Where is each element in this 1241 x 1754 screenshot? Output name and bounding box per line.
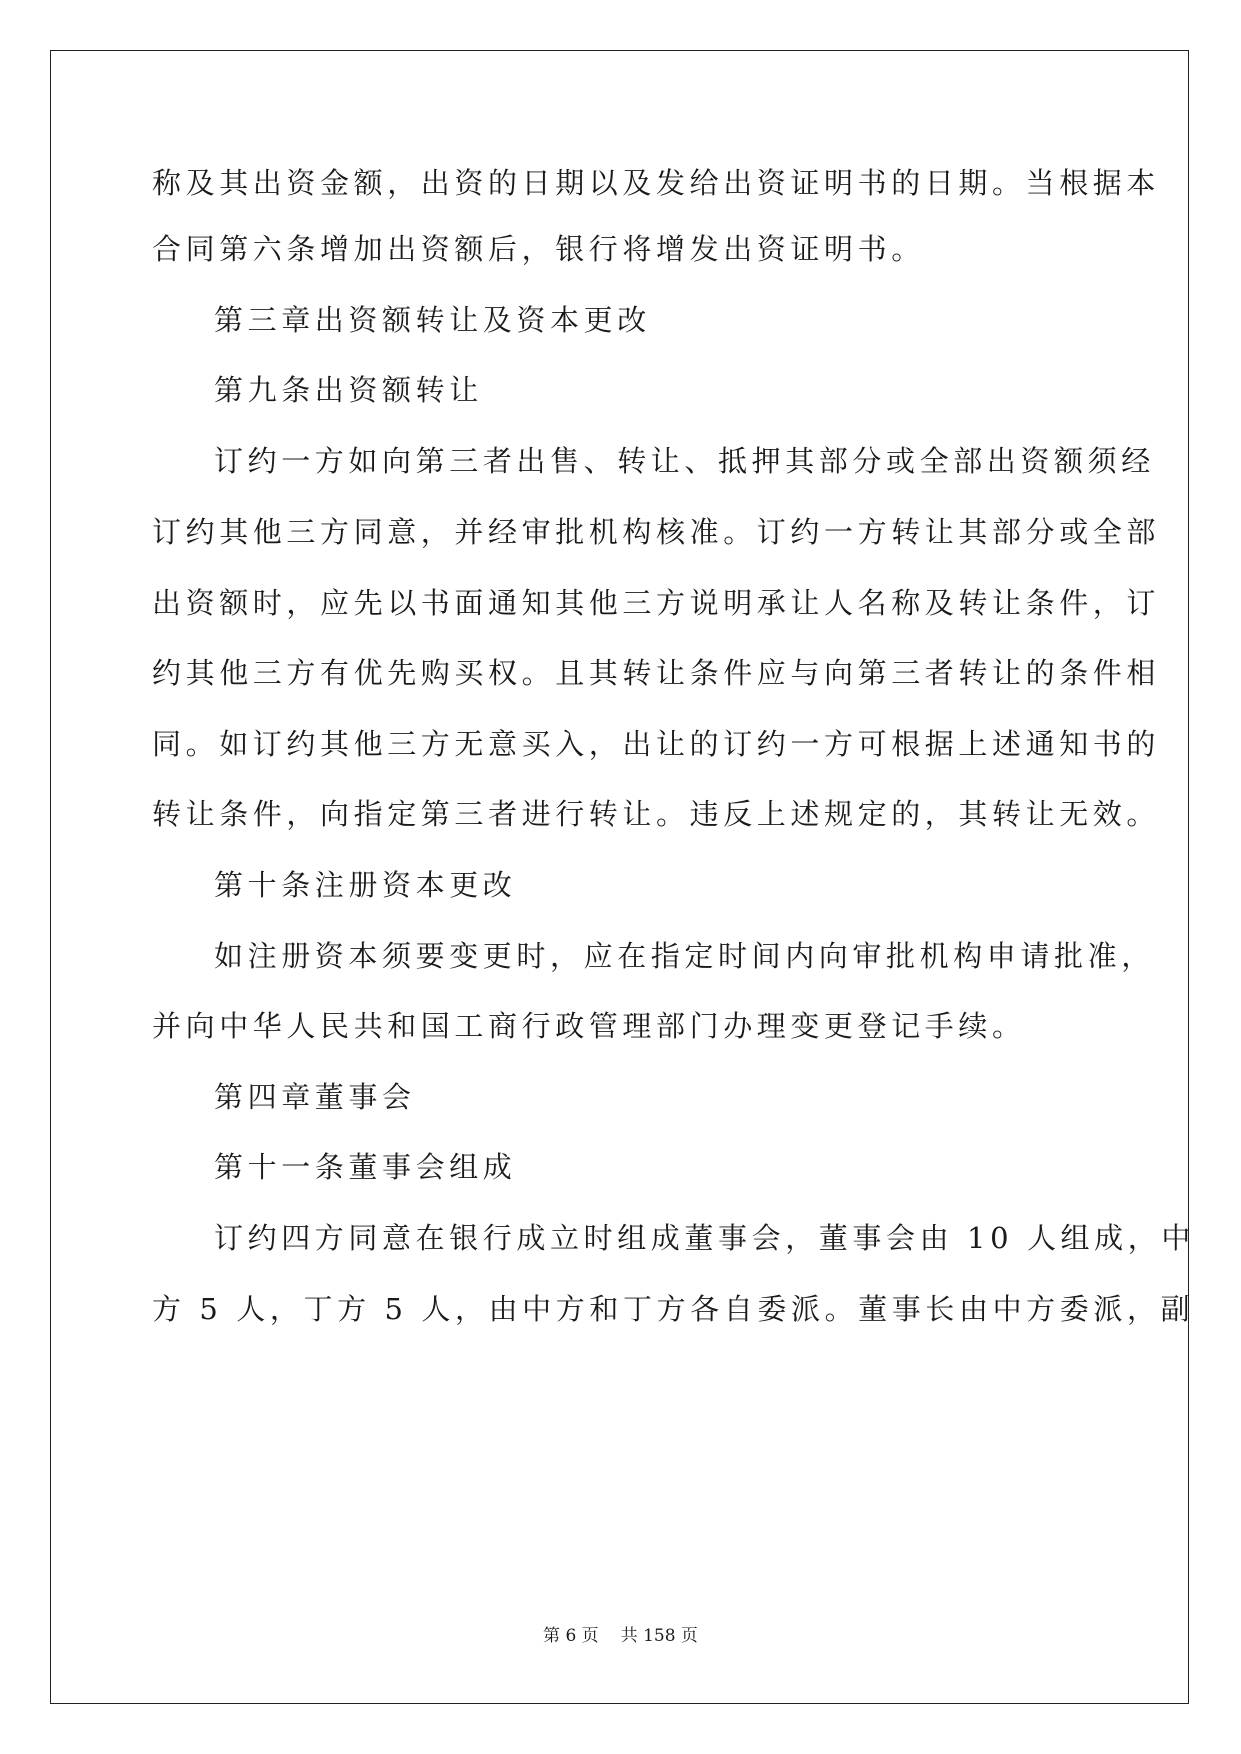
article-heading: 第十一条董事会组成 [214,1150,517,1184]
body-text-line: 方 5 人，丁方 5 人，由中方和丁方各自委派。董事长由中方委派，副 [152,1292,1195,1326]
body-text-line: 订约一方如向第三者出售、转让、抵押其部分或全部出资额须经 [214,444,1155,478]
body-text-line: 转让条件，向指定第三者进行转让。违反上述规定的，其转让无效。 [152,797,1161,831]
page-footer [0,1624,1241,1648]
chapter-heading: 第三章出资额转让及资本更改 [214,303,651,337]
body-text-line: 合同第六条增加出资额后，银行将增发出资证明书。 [152,232,925,266]
page-total: 共 158 页 [620,1626,698,1646]
body-text-line: 如注册资本须要变更时，应在指定时间内向审批机构申请批准， [214,939,1155,973]
body-text-line: 称及其出资金额，出资的日期以及发给出资证明书的日期。当根据本 [152,166,1161,200]
body-text-line: 约其他三方有优先购买权。且其转让条件应与向第三者转让的条件相 [152,656,1161,690]
article-heading: 第十条注册资本更改 [214,868,517,902]
chapter-heading: 第四章董事会 [214,1080,416,1114]
body-text-line: 并向中华人民共和国工商行政管理部门办理变更登记手续。 [152,1009,1026,1043]
body-text-line: 订约其他三方同意，并经审批机构核准。订约一方转让其部分或全部 [152,515,1161,549]
body-text-line: 出资额时，应先以书面通知其他三方说明承让人名称及转让条件，订 [152,586,1161,620]
page-number: 第 6 页 [543,1626,599,1646]
article-heading: 第九条出资额转让 [214,373,483,407]
body-text-line: 订约四方同意在银行成立时组成董事会，董事会由 10 人组成，中 [214,1221,1195,1255]
body-text-line: 同。如订约其他三方无意买入，出让的订约一方可根据上述通知书的 [152,727,1161,761]
